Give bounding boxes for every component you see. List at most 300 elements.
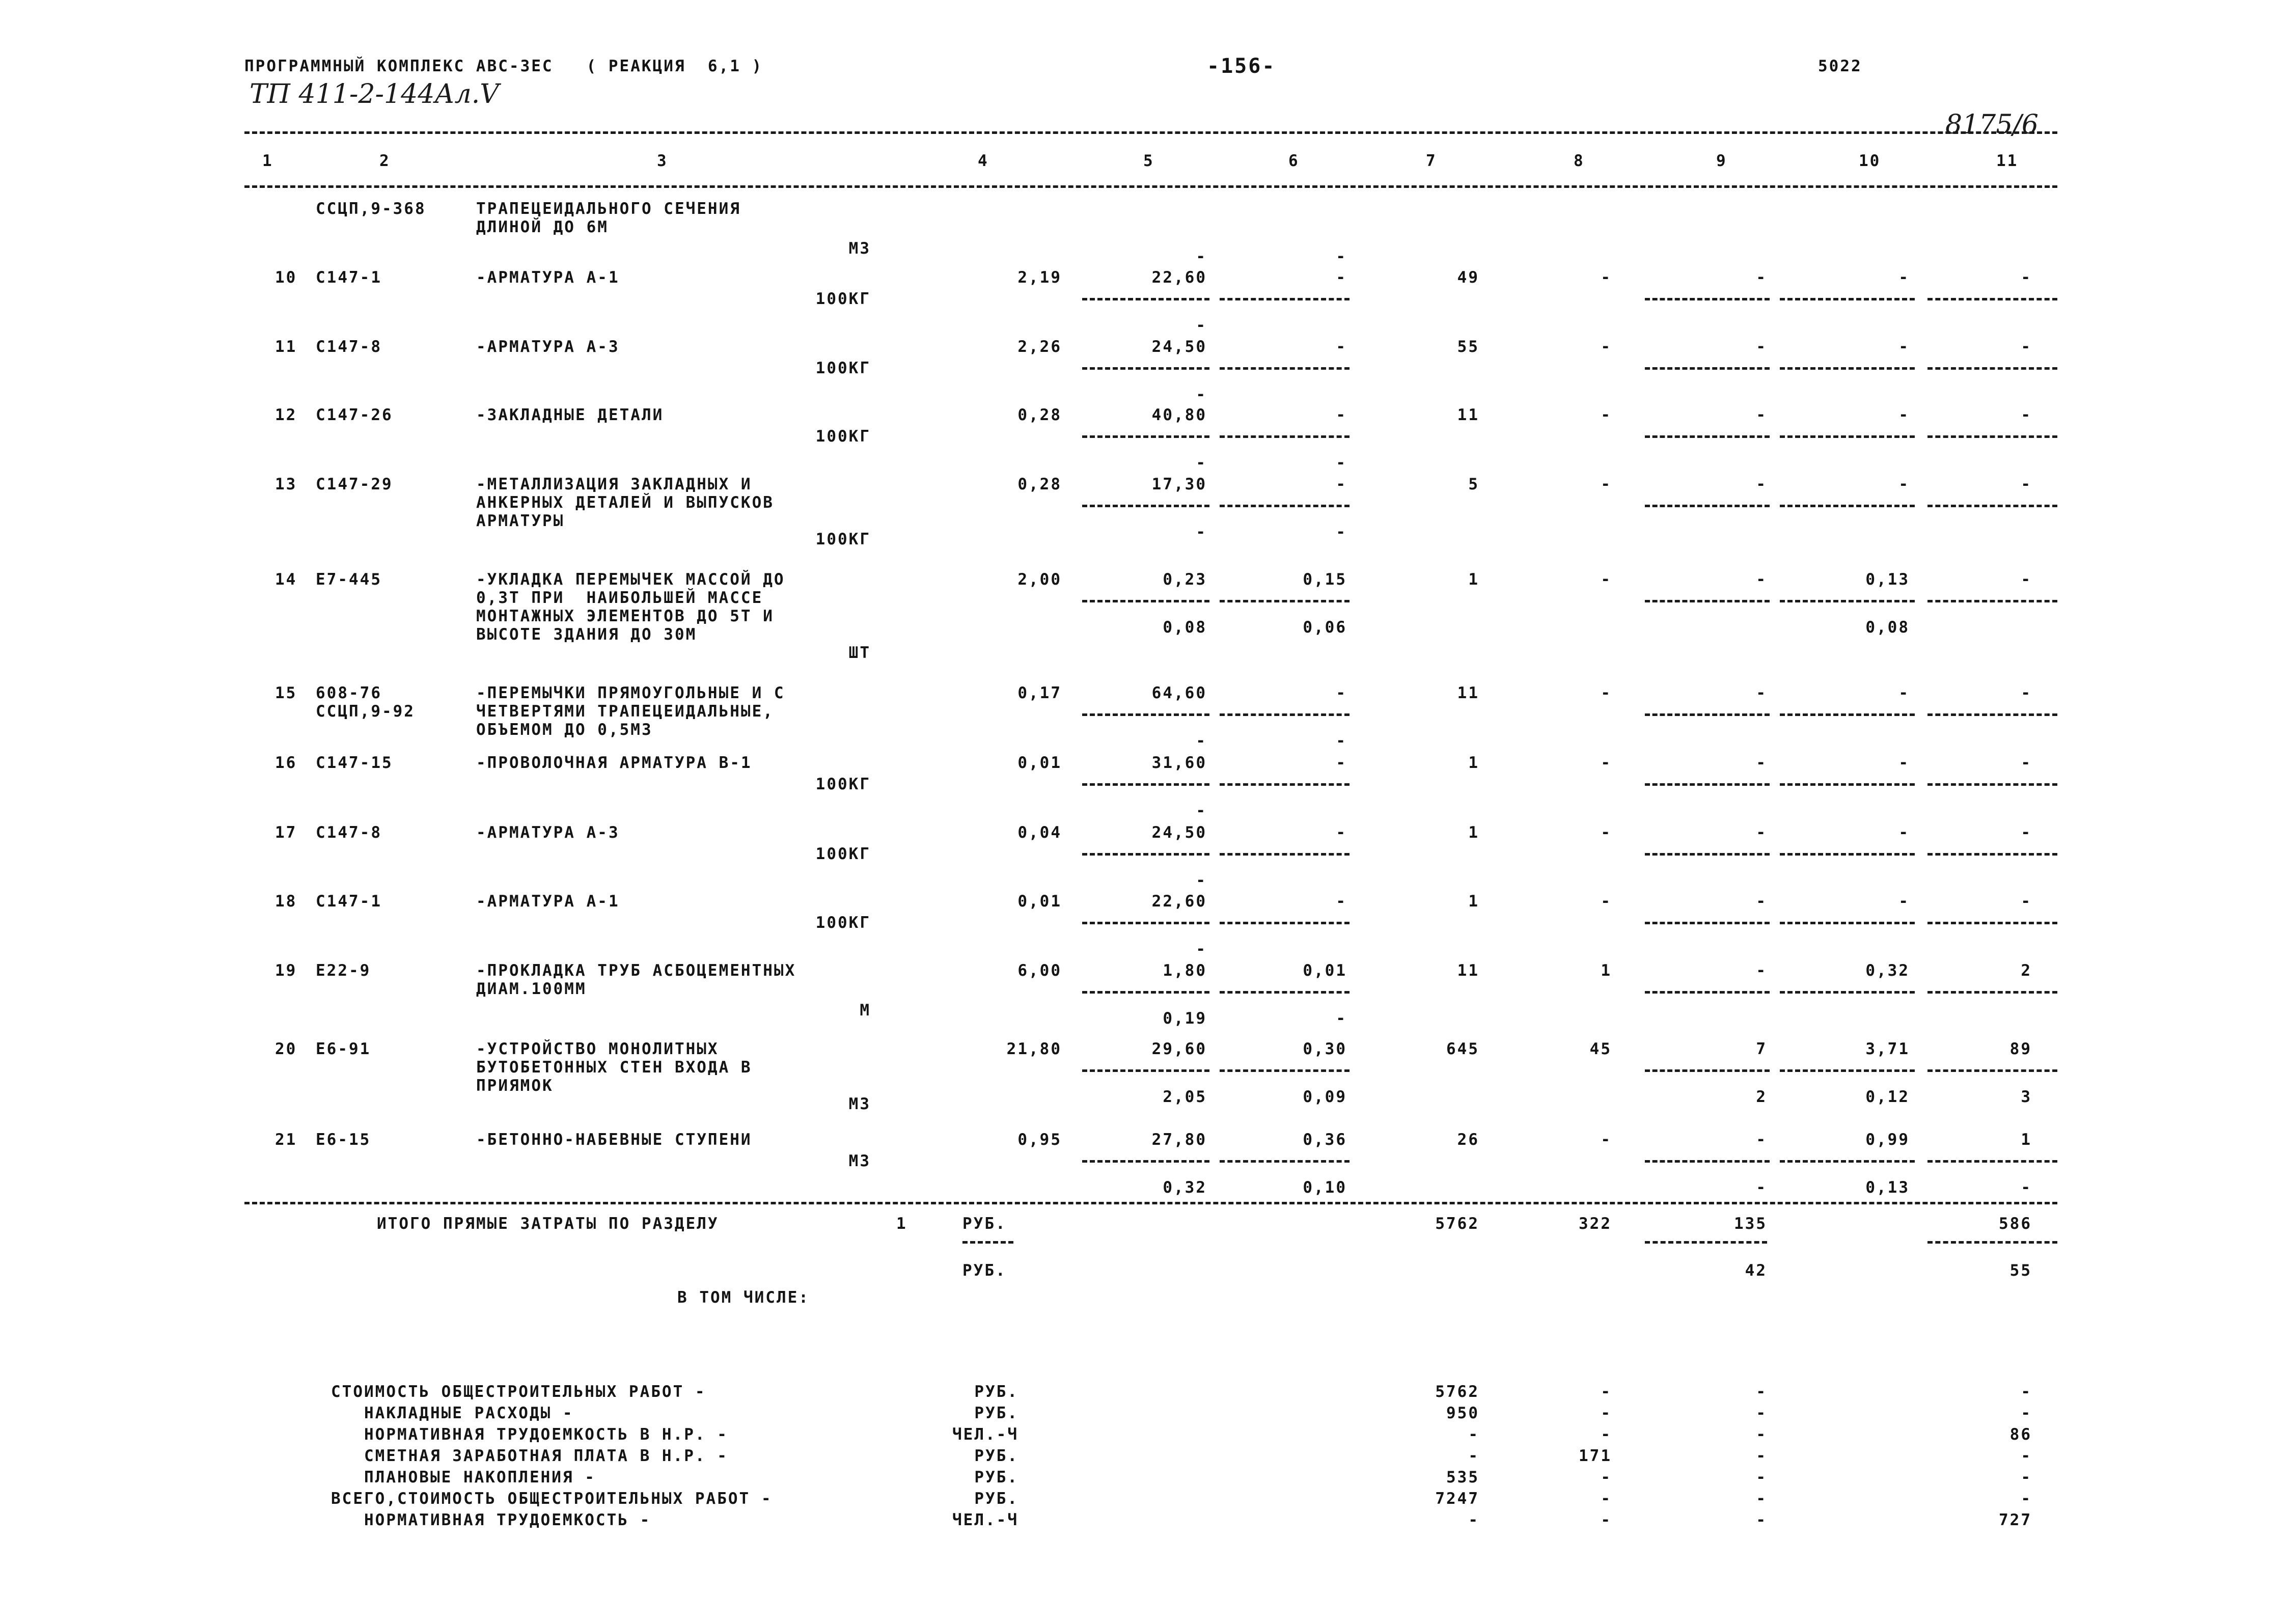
row-number: 19 [275,961,297,980]
cell-c5b: - [1196,316,1207,335]
row-dash-rule [1645,600,1770,602]
cell-c10: - [1898,338,1910,356]
row-dash-rule [1780,367,1915,370]
row-dash-rule [1927,298,2057,300]
cell-c4: 0,01 [1017,754,1062,772]
row-dash-rule [1082,713,1209,716]
row-code: 608-76 [316,684,382,702]
column-number-7: 7 [1426,152,1437,170]
row-description-line: -ПРОКЛАДКА ТРУБ АСБОЦЕМЕНТНЫХ [476,961,796,980]
total-unit-rule [962,1241,1013,1244]
row-unit: 100КГ [815,359,871,377]
cell-c10b: 0,08 [1865,618,1910,637]
row-dash-rule [1082,783,1209,786]
column-number-10: 10 [1859,152,1881,170]
cell-c5: 17,30 [1151,475,1207,493]
row-dash-rule [1645,505,1770,507]
cell-c5: 1,80 [1163,961,1207,980]
cell-c9b: - [1756,1178,1767,1197]
cell-c11: - [2021,684,2032,702]
cell-c11: - [2021,338,2032,356]
summary-c8: - [1601,1425,1612,1444]
cell-c4: 6,00 [1017,961,1062,980]
row-dash-rule [1645,713,1770,716]
row-dash-rule [1645,367,1770,370]
column-number-9: 9 [1716,152,1727,170]
cell-c6: - [1336,754,1347,772]
row-dash-rule [1780,853,1915,856]
cell-c5b: - [1196,871,1207,890]
row-code: С147-8 [316,823,382,842]
cell-c6: 0,01 [1303,961,1347,980]
summary-c9: - [1756,1383,1767,1401]
cell-c4: 2,19 [1017,268,1062,287]
total-c9: 135 [1734,1215,1767,1233]
row-dash-rule [1082,505,1209,507]
row-dash-rule [1645,298,1770,300]
row-dash-rule [1927,991,2057,994]
including-label: В ТОМ ЧИСЛЕ: [677,1288,810,1307]
cell-c4: 0,95 [1017,1131,1062,1149]
cell-c7: 11 [1457,684,1479,702]
summary-c11: 86 [2009,1425,2032,1444]
cell-c6: 0,15 [1303,570,1347,589]
cell-c6b: - [1336,454,1347,472]
summary-c7: 7247 [1435,1490,1479,1508]
column-number-6: 6 [1288,152,1300,170]
cell-c4: 0,01 [1017,892,1062,911]
row-code: Е6-15 [316,1131,371,1149]
cell-c5b: 0,19 [1163,1009,1207,1028]
cell-c9: - [1756,961,1767,980]
row-dash-rule [1927,853,2057,856]
summary-c11: - [2021,1468,2032,1487]
cell-c5: 29,60 [1151,1040,1207,1058]
row-dash-rule [1780,713,1915,716]
sheet-handwritten: 8175/6 [1945,109,2039,140]
cell-c5b: - [1196,247,1207,266]
page-number: -156- [1207,54,1276,78]
row-description-line: -АРМАТУРА А-3 [476,338,620,356]
row-dash-rule [1927,367,2057,370]
total-rule-c9 [1645,1241,1767,1244]
cell-c11: - [2021,892,2032,911]
cell-c8: - [1601,823,1612,842]
cell-c8: - [1601,570,1612,589]
summary-c11: - [2021,1404,2032,1422]
cell-c7: 645 [1446,1040,1479,1058]
row-unit: М [860,1001,871,1020]
table-top-rule [244,131,2057,134]
row-description-line: -УКЛАДКА ПЕРЕМЫЧЕК МАССОЙ ДО [476,570,785,589]
row-description-line: 0,3Т ПРИ НАИБОЛЬШЕЙ МАССЕ [476,589,763,607]
row-description-line: -АРМАТУРА А-1 [476,892,620,911]
row-dash-rule [1220,367,1349,370]
summary-c8: - [1601,1490,1612,1508]
row-description-line: ПРИЯМОК [476,1077,554,1095]
row-description-line: АРМАТУРЫ [476,512,565,530]
row-dash-rule [1780,922,1915,924]
total-unit-2: РУБ. [962,1261,1007,1280]
row-dash-rule [1780,1069,1915,1072]
row-unit: 100КГ [815,530,871,548]
row-unit: 100КГ [815,427,871,446]
cell-c10b: 0,12 [1865,1088,1910,1106]
row-unit: М3 [848,1095,871,1113]
project-handwritten: ТП 411-2-144Ал.Ⅴ [250,79,499,109]
row-dash-rule [1082,922,1209,924]
row-dash-rule [1780,600,1915,602]
row-dash-rule [1927,922,2057,924]
column-number-2: 2 [379,152,391,170]
summary-unit: РУБ. [974,1383,1018,1401]
summary-c9: - [1756,1468,1767,1487]
cell-c9: - [1756,570,1767,589]
row-dash-rule [1220,600,1349,602]
row-description-line: -ЗАКЛАДНЫЕ ДЕТАЛИ [476,406,664,424]
row-number: 13 [275,475,297,493]
cell-c9: - [1756,268,1767,287]
row-dash-rule [1082,991,1209,994]
summary-c11: - [2021,1447,2032,1465]
cell-c10: 0,32 [1865,961,1910,980]
row-dash-rule [1082,853,1209,856]
row-unit: ШТ [848,644,871,662]
row-dash-rule [1780,505,1915,507]
summary-c9: - [1756,1490,1767,1508]
cell-c5b: 0,08 [1163,618,1207,637]
cell-c10: 0,13 [1865,570,1910,589]
row-description-line: -ПРОВОЛОЧНАЯ АРМАТУРА В-1 [476,754,752,772]
cell-c6: - [1336,338,1347,356]
summary-unit: РУБ. [974,1447,1018,1465]
cell-c10: - [1898,892,1910,911]
cell-c4: 0,28 [1017,406,1062,424]
row-dash-rule [1220,991,1349,994]
cell-c9: - [1756,406,1767,424]
summary-c11: 727 [1999,1511,2032,1529]
cell-c4: 2,00 [1017,570,1062,589]
row-dash-rule [1220,853,1349,856]
row-number: 11 [275,338,297,356]
row-code: ССЦП,9-368 [316,200,426,218]
cell-c5: 22,60 [1151,892,1207,911]
row-unit: 100КГ [815,775,871,793]
cell-c6b: 0,06 [1303,618,1347,637]
row-description-line: АНКЕРНЫХ ДЕТАЛЕЙ И ВЫПУСКОВ [476,493,774,512]
row-description-line: БУТОБЕТОННЫХ СТЕН ВХОДА В [476,1058,752,1077]
summary-c8: - [1601,1468,1612,1487]
column-number-4: 4 [978,152,989,170]
cell-c10: 0,99 [1865,1131,1910,1149]
row-number: 20 [275,1040,297,1058]
row-dash-rule [1927,1069,2057,1072]
row-description-line: -ПЕРЕМЫЧКИ ПРЯМОУГОЛЬНЫЕ И С [476,684,785,702]
cell-c5b: - [1196,732,1207,750]
row-description-line: ТРАПЕЦЕИДАЛЬНОГО СЕЧЕНИЯ [476,200,741,218]
cell-c5: 24,50 [1151,338,1207,356]
total-c11: 586 [1999,1215,2032,1233]
cell-c10: - [1898,684,1910,702]
cell-c8: - [1601,268,1612,287]
summary-label: НАКЛАДНЫЕ РАСХОДЫ - [331,1404,574,1422]
row-number: 18 [275,892,297,911]
cell-c10: 3,71 [1865,1040,1910,1058]
summary-c8: - [1601,1511,1612,1529]
row-dash-rule [1645,922,1770,924]
row-number: 10 [275,268,297,287]
cell-c4: 21,80 [1006,1040,1062,1058]
summary-c9: - [1756,1447,1767,1465]
cell-c5b: - [1196,802,1207,820]
cell-c11: - [2021,475,2032,493]
cell-c9: - [1756,475,1767,493]
cell-c7: 1 [1468,892,1479,911]
cell-c5b: - [1196,386,1207,404]
summary-c11: - [2021,1383,2032,1401]
summary-c9: - [1756,1511,1767,1529]
row-unit: 100КГ [815,914,871,932]
summary-c9: - [1756,1404,1767,1422]
cell-c4: 0,28 [1017,475,1062,493]
summary-c9: - [1756,1425,1767,1444]
row-description-line: -УСТРОЙСТВО МОНОЛИТНЫХ [476,1040,719,1058]
cell-c5b: 2,05 [1163,1088,1207,1106]
row-dash-rule [1082,1160,1209,1163]
cell-c11: 1 [2021,1131,2032,1149]
cell-c11b: - [2021,1178,2032,1197]
cell-c6: - [1336,823,1347,842]
row-unit: М3 [848,239,871,258]
cell-c6: - [1336,406,1347,424]
summary-unit: ЧЕЛ.-Ч [952,1511,1018,1529]
cell-c10: - [1898,823,1910,842]
row-dash-rule [1220,783,1349,786]
cell-c4: 0,04 [1017,823,1062,842]
cell-c5: 31,60 [1151,754,1207,772]
cell-c11b: 3 [2021,1088,2032,1106]
row-code-secondary: ССЦП,9-92 [316,702,415,721]
total-c7: 5762 [1435,1215,1479,1233]
row-dash-rule [1645,1069,1770,1072]
cell-c11: 89 [2009,1040,2032,1058]
cell-c9: - [1756,823,1767,842]
cell-c5: 40,80 [1151,406,1207,424]
column-number-3: 3 [657,152,668,170]
cell-c5b: - [1196,523,1207,541]
row-dash-rule [1645,853,1770,856]
cell-c5: 27,80 [1151,1131,1207,1149]
summary-c7: 5762 [1435,1383,1479,1401]
cell-c10: - [1898,475,1910,493]
cell-c9: - [1756,684,1767,702]
summary-unit: РУБ. [974,1404,1018,1422]
cell-c5b: - [1196,454,1207,472]
cell-c7: 49 [1457,268,1479,287]
cell-c5b: 0,32 [1163,1178,1207,1197]
cell-c6: - [1336,475,1347,493]
cell-c8: - [1601,754,1612,772]
cell-c8: - [1601,406,1612,424]
row-code: С147-15 [316,754,393,772]
row-dash-rule [1780,435,1915,438]
cell-c8: - [1601,475,1612,493]
cell-c10: - [1898,754,1910,772]
summary-label: НОРМАТИВНАЯ ТРУДОЕМКОСТЬ В Н.Р. - [331,1425,728,1444]
summary-c8: - [1601,1404,1612,1422]
total-c11b: 55 [2009,1261,2032,1280]
cell-c6b: - [1336,1009,1347,1028]
cell-c7: 26 [1457,1131,1479,1149]
total-c8: 322 [1579,1215,1612,1233]
row-dash-rule [1220,1069,1349,1072]
cell-c11: - [2021,268,2032,287]
cell-c9: - [1756,338,1767,356]
summary-c7: - [1468,1425,1479,1444]
cell-c6: - [1336,892,1347,911]
row-description-line: ЧЕТВЕРТЯМИ ТРАПЕЦЕИДАЛЬНЫЕ, [476,702,774,721]
cell-c7: 11 [1457,961,1479,980]
row-dash-rule [1220,505,1349,507]
cell-c6b: - [1336,523,1347,541]
cell-c7: 1 [1468,754,1479,772]
row-code: Е22-9 [316,961,371,980]
cell-c8: - [1601,684,1612,702]
total-unit-1: РУБ. [962,1215,1007,1233]
cell-c6: 0,36 [1303,1131,1347,1149]
cell-c11: - [2021,570,2032,589]
summary-c8: 171 [1579,1447,1612,1465]
total-section: 1 [896,1215,907,1233]
row-dash-rule [1927,713,2057,716]
cell-c9: 7 [1756,1040,1767,1058]
row-dash-rule [1780,1160,1915,1163]
row-dash-rule [1927,600,2057,602]
column-number-11: 11 [1996,152,2019,170]
row-dash-rule [1645,783,1770,786]
row-unit: М3 [848,1152,871,1170]
cell-c6: - [1336,684,1347,702]
row-dash-rule [1645,1160,1770,1163]
summary-c7: - [1468,1447,1479,1465]
cell-c5: 22,60 [1151,268,1207,287]
row-dash-rule [1082,298,1209,300]
row-unit: 100КГ [815,290,871,308]
row-number: 16 [275,754,297,772]
row-code: С147-8 [316,338,382,356]
cell-c7: 55 [1457,338,1479,356]
cell-c6b: 0,09 [1303,1088,1347,1106]
column-number-8: 8 [1574,152,1585,170]
row-number: 17 [275,823,297,842]
column-number-5: 5 [1143,152,1154,170]
header-bottom-rule [244,185,2057,188]
summary-unit: РУБ. [974,1468,1018,1487]
cell-c8: - [1601,338,1612,356]
summary-label: СТОИМОСТЬ ОБЩЕСТРОИТЕЛЬНЫХ РАБОТ - [331,1383,706,1401]
cell-c5: 64,60 [1151,684,1207,702]
cell-c5: 24,50 [1151,823,1207,842]
cell-c7: 5 [1468,475,1479,493]
row-dash-rule [1220,922,1349,924]
summary-c11: - [2021,1490,2032,1508]
summary-c7: - [1468,1511,1479,1529]
cell-c7: 1 [1468,570,1479,589]
row-code: Е6-91 [316,1040,371,1058]
summary-unit: ЧЕЛ.-Ч [952,1425,1018,1444]
row-dash-rule [1780,991,1915,994]
row-dash-rule [1927,1160,2057,1163]
row-description-line: ВЫСОТЕ ЗДАНИЯ ДО 30М [476,625,697,644]
cell-c4: 0,17 [1017,684,1062,702]
summary-label: ПЛАНОВЫЕ НАКОПЛЕНИЯ - [331,1468,596,1487]
row-code: С147-26 [316,406,393,424]
row-dash-rule [1082,600,1209,602]
total-label: ИТОГО ПРЯМЫЕ ЗАТРАТЫ ПО РАЗДЕЛУ [377,1215,719,1233]
cell-c5b: - [1196,940,1207,958]
row-code: С147-1 [316,892,382,911]
cell-c10: - [1898,406,1910,424]
row-dash-rule [1780,783,1915,786]
row-dash-rule [1645,991,1770,994]
row-dash-rule [1082,1069,1209,1072]
cell-c11: - [2021,823,2032,842]
row-description-line: ДЛИНОЙ ДО 6М [476,218,609,236]
cell-c6b: 0,10 [1303,1178,1347,1197]
row-description-line: ОБЪЕМОМ ДО 0,5М3 [476,721,653,739]
document-code: 5022 [1818,57,1862,75]
row-number: 12 [275,406,297,424]
cell-c9b: 2 [1756,1088,1767,1106]
cell-c6: 0,30 [1303,1040,1347,1058]
row-dash-rule [1927,783,2057,786]
summary-c7: 535 [1446,1468,1479,1487]
cell-c10: - [1898,268,1910,287]
row-dash-rule [1220,1160,1349,1163]
total-top-rule [244,1202,2057,1204]
row-dash-rule [1082,435,1209,438]
cell-c7: 11 [1457,406,1479,424]
row-description-line: -АРМАТУРА А-1 [476,268,620,287]
row-description-line: МОНТАЖНЫХ ЭЛЕМЕНТОВ ДО 5Т И [476,607,774,625]
row-dash-rule [1927,435,2057,438]
summary-unit: РУБ. [974,1490,1018,1508]
row-code: Е7-445 [316,570,382,589]
row-description-line: ДИАМ.100ММ [476,980,587,998]
cell-c9: - [1756,754,1767,772]
total-rule-c11 [1927,1241,2057,1244]
summary-c7: 950 [1446,1404,1479,1422]
cell-c11: - [2021,406,2032,424]
cell-c11: - [2021,754,2032,772]
column-number-1: 1 [262,152,273,170]
summary-label: СМЕТНАЯ ЗАРАБОТНАЯ ПЛАТА В Н.Р. - [331,1447,728,1465]
summary-c8: - [1601,1383,1612,1401]
program-title: ПРОГРАММНЫЙ КОМПЛЕКС АВС-ЗЕС ( РЕАКЦИЯ 6,1 ) [244,57,763,75]
cell-c4: 2,26 [1017,338,1062,356]
row-number: 15 [275,684,297,702]
summary-label: НОРМАТИВНАЯ ТРУДОЕМКОСТЬ - [331,1511,651,1529]
cell-c9: - [1756,1131,1767,1149]
cell-c11: 2 [2021,961,2032,980]
cell-c10b: 0,13 [1865,1178,1910,1197]
row-dash-rule [1082,367,1209,370]
row-description-line: -МЕТАЛЛИЗАЦИЯ ЗАКЛАДНЫХ И [476,475,752,493]
cell-c7: 1 [1468,823,1479,842]
row-code: С147-1 [316,268,382,287]
row-dash-rule [1220,298,1349,300]
row-code: С147-29 [316,475,393,493]
